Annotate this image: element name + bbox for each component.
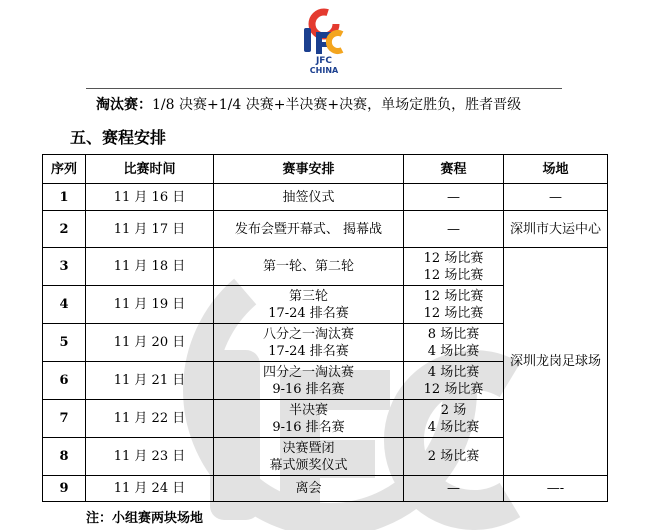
- header-event: 赛事安排: [214, 155, 404, 184]
- row-event: 第一轮、第二轮: [214, 248, 404, 286]
- row-event: 发布会暨开幕式、 揭幕战: [214, 211, 404, 248]
- row-event: [214, 286, 404, 324]
- row-event: [214, 362, 404, 400]
- event-line: 决赛暨闭: [282, 440, 335, 456]
- schedule-line: 12 场比赛: [423, 250, 484, 266]
- row-date: 11 月 16 日: [86, 184, 214, 211]
- row-schedule: 2 场比赛: [404, 438, 504, 476]
- row-event: [214, 324, 404, 362]
- event-line: 9-16 排名赛: [272, 419, 345, 435]
- row-no: 7: [43, 400, 86, 438]
- row-schedule: [404, 324, 504, 362]
- row-schedule: [404, 362, 504, 400]
- row-date: 11 月 20 日: [86, 324, 214, 362]
- event-line: 第三轮: [288, 288, 328, 304]
- knockout-line: [96, 94, 521, 114]
- row-schedule: —: [404, 476, 504, 502]
- row-no: 6: [43, 362, 86, 400]
- schedule-line: 12 场比赛: [423, 267, 484, 283]
- row-venue: —-: [504, 476, 608, 502]
- footnote: 注：小组赛两块场地: [86, 511, 204, 526]
- event-line: 幕式颁奖仪式: [269, 457, 348, 473]
- row-date: 11 月 23 日: [86, 438, 214, 476]
- knockout-text: 1/8 决赛+1/4 决赛+半决赛+决赛，单场定胜负，胜者晋级: [152, 97, 522, 113]
- row-schedule: [404, 400, 504, 438]
- schedule-line: 12 场比赛: [423, 288, 484, 304]
- row-no: 3: [43, 248, 86, 286]
- row-event: 离会: [214, 476, 404, 502]
- schedule-line: 2 场: [440, 402, 467, 418]
- merged-venue: 深圳龙岗足球场: [504, 248, 608, 476]
- header-divider: [86, 88, 562, 89]
- row-event: [214, 438, 404, 476]
- event-line: 17-24 排名赛: [268, 343, 349, 359]
- row-no: 1: [43, 184, 86, 211]
- row-no: 5: [43, 324, 86, 362]
- row-date: 11 月 21 日: [86, 362, 214, 400]
- schedule-line: 4 场比赛: [427, 419, 480, 435]
- row-schedule: [404, 248, 504, 286]
- table-row: [43, 476, 608, 502]
- table-row: [43, 211, 608, 248]
- row-date: 11 月 22 日: [86, 400, 214, 438]
- row-date: 11 月 18 日: [86, 248, 214, 286]
- row-no: 8: [43, 438, 86, 476]
- knockout-label: 淘汰赛：: [96, 97, 152, 113]
- header-venue: 场地: [504, 155, 608, 184]
- row-event: [214, 400, 404, 438]
- event-line: 四分之一淘汰赛: [262, 364, 354, 380]
- row-event: 抽签仪式: [214, 184, 404, 211]
- schedule-line: 8 场比赛: [427, 326, 480, 342]
- schedule-line: 12 场比赛: [423, 305, 484, 321]
- event-line: 9-16 排名赛: [272, 381, 345, 397]
- logo-subtext: CHINA: [309, 66, 339, 75]
- jfc-logo: [294, 8, 354, 82]
- row-no: 4: [43, 286, 86, 324]
- row-schedule: —: [404, 184, 504, 211]
- schedule-line: 4 场比赛: [427, 343, 480, 359]
- header-date: 比赛时间: [86, 155, 214, 184]
- row-no: 2: [43, 211, 86, 248]
- row-venue: —: [504, 184, 608, 211]
- schedule-table: [42, 154, 608, 502]
- table-header-row: [43, 155, 608, 184]
- schedule-line: 12 场比赛: [423, 381, 484, 397]
- event-line: 半决赛: [288, 402, 328, 418]
- logo-text: JFC: [315, 56, 333, 66]
- row-schedule: —: [404, 211, 504, 248]
- section-title: 五、赛程安排: [70, 128, 167, 147]
- table-row: [43, 184, 608, 211]
- event-line: 八分之一淘汰赛: [262, 326, 354, 342]
- event-line: 17-24 排名赛: [268, 305, 349, 321]
- schedule-line: 4 场比赛: [427, 364, 480, 380]
- table-row: [43, 248, 608, 286]
- row-date: 11 月 24 日: [86, 476, 214, 502]
- header-schedule: 赛程: [404, 155, 504, 184]
- header-no: 序列: [43, 155, 86, 184]
- row-venue: 深圳市大运中心: [504, 211, 608, 248]
- row-no: 9: [43, 476, 86, 502]
- row-date: 11 月 17 日: [86, 211, 214, 248]
- row-schedule: [404, 286, 504, 324]
- row-date: 11 月 19 日: [86, 286, 214, 324]
